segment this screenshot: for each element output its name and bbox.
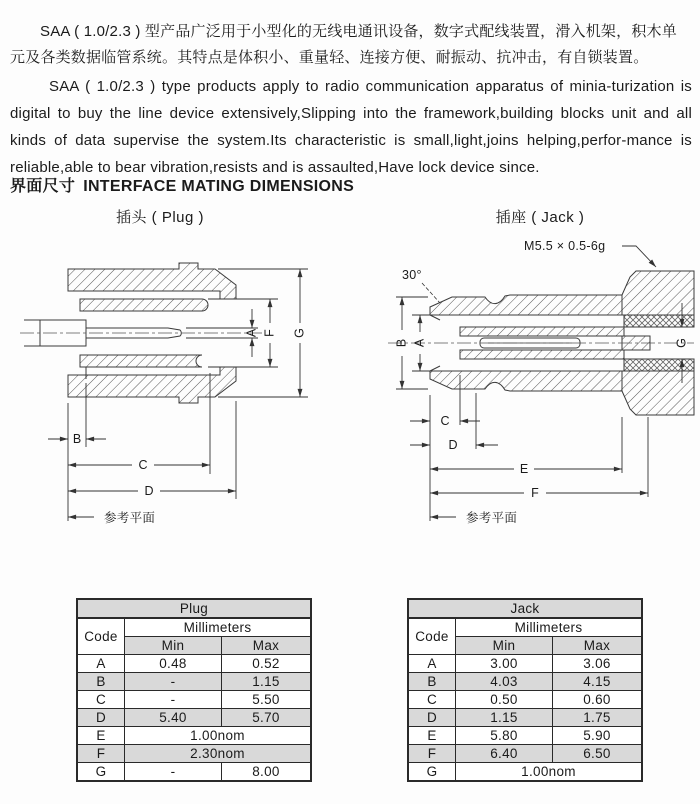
jack-dim-b-label: B — [394, 338, 409, 348]
code-cell: F — [77, 745, 125, 763]
table-row — [77, 709, 311, 727]
max-cell: 3.06 — [553, 655, 643, 673]
jack-table-min-header: Min — [456, 637, 553, 655]
min-cell: 4.03 — [456, 673, 553, 691]
jack-ref-plane-label: 参考平面 — [466, 511, 518, 525]
table-row — [77, 763, 311, 782]
jack-dim-a-label: A — [412, 338, 427, 348]
jack-table-max-header: Max — [553, 637, 643, 655]
jack-contact-upper — [460, 327, 624, 336]
max-cell: 5.90 — [553, 727, 643, 745]
max-cell: 8.00 — [222, 763, 312, 782]
section-heading-en: INTERFACE MATING DIMENSIONS — [83, 178, 355, 196]
max-cell: 4.15 — [553, 673, 643, 691]
plug-drawing — [12, 233, 352, 533]
min-cell: 5.80 — [456, 727, 553, 745]
jack-table-code-header: Code — [408, 618, 456, 655]
intro-paragraph-en: SAA ( 1.0/2.3 ) type products apply to radio communication apparatus of minia-turization is digital to buy the line device extensively,Slipping into the framework,building blocks unit and all kinds of data supervise the system.Its characteristic is small,light,joins helping,perfor-mance is reliable,able to bear vibration,resists and is assaulted,Have lock device since. — [10, 78, 692, 176]
plug-figure-title: 插头 ( Plug ) — [115, 209, 204, 226]
jack-table — [407, 598, 643, 782]
plug-table-min-header: Min — [125, 637, 222, 655]
min-cell: - — [125, 673, 222, 691]
max-cell: 0.60 — [553, 691, 643, 709]
min-cell: 3.00 — [456, 655, 553, 673]
min-cell: - — [125, 691, 222, 709]
code-cell: A — [77, 655, 125, 673]
code-cell: B — [408, 673, 456, 691]
jack-insulator-lower — [624, 359, 694, 371]
min-cell: 6.40 — [456, 745, 553, 763]
plug-lower-sleeve — [80, 355, 202, 367]
plug-dim-f-label: F — [262, 329, 277, 337]
plug-dim-d-label: D — [144, 484, 154, 498]
plug-dim-c-label: C — [138, 458, 148, 472]
table-row — [77, 727, 311, 745]
jack-table-unit-header: Millimeters — [456, 618, 643, 637]
plug-table-unit-header: Millimeters — [125, 618, 312, 637]
jack-dim-d-label: D — [448, 438, 458, 452]
code-cell: D — [408, 709, 456, 727]
plug-table-max-header: Max — [222, 637, 312, 655]
table-row — [77, 673, 311, 691]
code-cell: D — [77, 709, 125, 727]
jack-lower-wall — [430, 371, 622, 391]
code-cell: G — [77, 763, 125, 782]
table-row — [408, 763, 642, 782]
table-row — [408, 745, 642, 763]
max-cell: 0.52 — [222, 655, 312, 673]
min-cell: 5.40 — [125, 709, 222, 727]
max-cell: 5.70 — [222, 709, 312, 727]
code-cell: F — [408, 745, 456, 763]
nominal-cell: 1.00nom — [456, 763, 643, 782]
jack-dim-g-label: G — [674, 338, 689, 348]
table-row — [408, 655, 642, 673]
code-cell: B — [77, 673, 125, 691]
section-heading-cn: 界面尺寸 — [10, 178, 76, 196]
max-cell: 6.50 — [553, 745, 643, 763]
plug-upper-sleeve — [80, 299, 208, 311]
min-cell: 0.50 — [456, 691, 553, 709]
jack-chamfer-angle: 30° — [402, 268, 422, 282]
table-row — [408, 691, 642, 709]
jack-dim-f-label: F — [531, 486, 539, 500]
code-cell: E — [77, 727, 125, 745]
code-cell: C — [77, 691, 125, 709]
max-cell: 1.15 — [222, 673, 312, 691]
jack-contact-lower — [460, 350, 624, 359]
plug-table — [76, 598, 312, 782]
intro-paragraph-cn: SAA ( 1.0/2.3 ) 型产品广泛用于小型化的无线电通讯设备，数字式配线装置，滑入机架，积木单元及各类数据临管系统。其特点是体积小、重量轻、连接方便、耐振动、抗冲击，有自锁装置。 — [10, 23, 677, 66]
plug-ref-plane-label: 参考平面 — [104, 511, 156, 525]
jack-chamfer-leader — [422, 283, 440, 303]
code-cell: E — [408, 727, 456, 745]
max-cell: 5.50 — [222, 691, 312, 709]
nominal-cell: 1.00nom — [125, 727, 312, 745]
jack-dim-e-label: E — [519, 462, 529, 476]
section-heading — [10, 173, 354, 196]
jack-insulator-upper — [624, 315, 694, 327]
jack-table-title: Jack — [408, 599, 642, 618]
table-row — [77, 655, 311, 673]
code-cell: A — [408, 655, 456, 673]
table-row — [408, 709, 642, 727]
jack-upper-wall — [430, 295, 622, 315]
jack-dim-c-label: C — [440, 414, 450, 428]
table-row — [408, 727, 642, 745]
max-cell: 1.75 — [553, 709, 643, 727]
plug-dim-g-label: G — [292, 328, 307, 338]
plug-dim-b-label: B — [72, 432, 82, 446]
plug-lower-wall — [68, 367, 236, 403]
jack-lower-shell — [622, 371, 694, 415]
min-cell: 0.48 — [125, 655, 222, 673]
plug-table-code-header: Code — [77, 618, 125, 655]
plug-table-title: Plug — [77, 599, 311, 618]
jack-thread-leader — [622, 246, 656, 267]
plug-upper-wall — [68, 263, 236, 299]
code-cell: G — [408, 763, 456, 782]
jack-upper-shell — [622, 271, 694, 315]
table-row — [77, 691, 311, 709]
plug-dim-a-label: A — [244, 328, 259, 338]
table-row — [408, 673, 642, 691]
nominal-cell: 2.30nom — [125, 745, 312, 763]
table-row — [77, 745, 311, 763]
jack-drawing — [372, 233, 700, 533]
min-cell: 1.15 — [456, 709, 553, 727]
min-cell: - — [125, 763, 222, 782]
code-cell: C — [408, 691, 456, 709]
jack-thread-callout: M5.5 × 0.5-6g — [524, 239, 606, 253]
jack-figure-title: 插座 ( Jack ) — [495, 209, 585, 226]
